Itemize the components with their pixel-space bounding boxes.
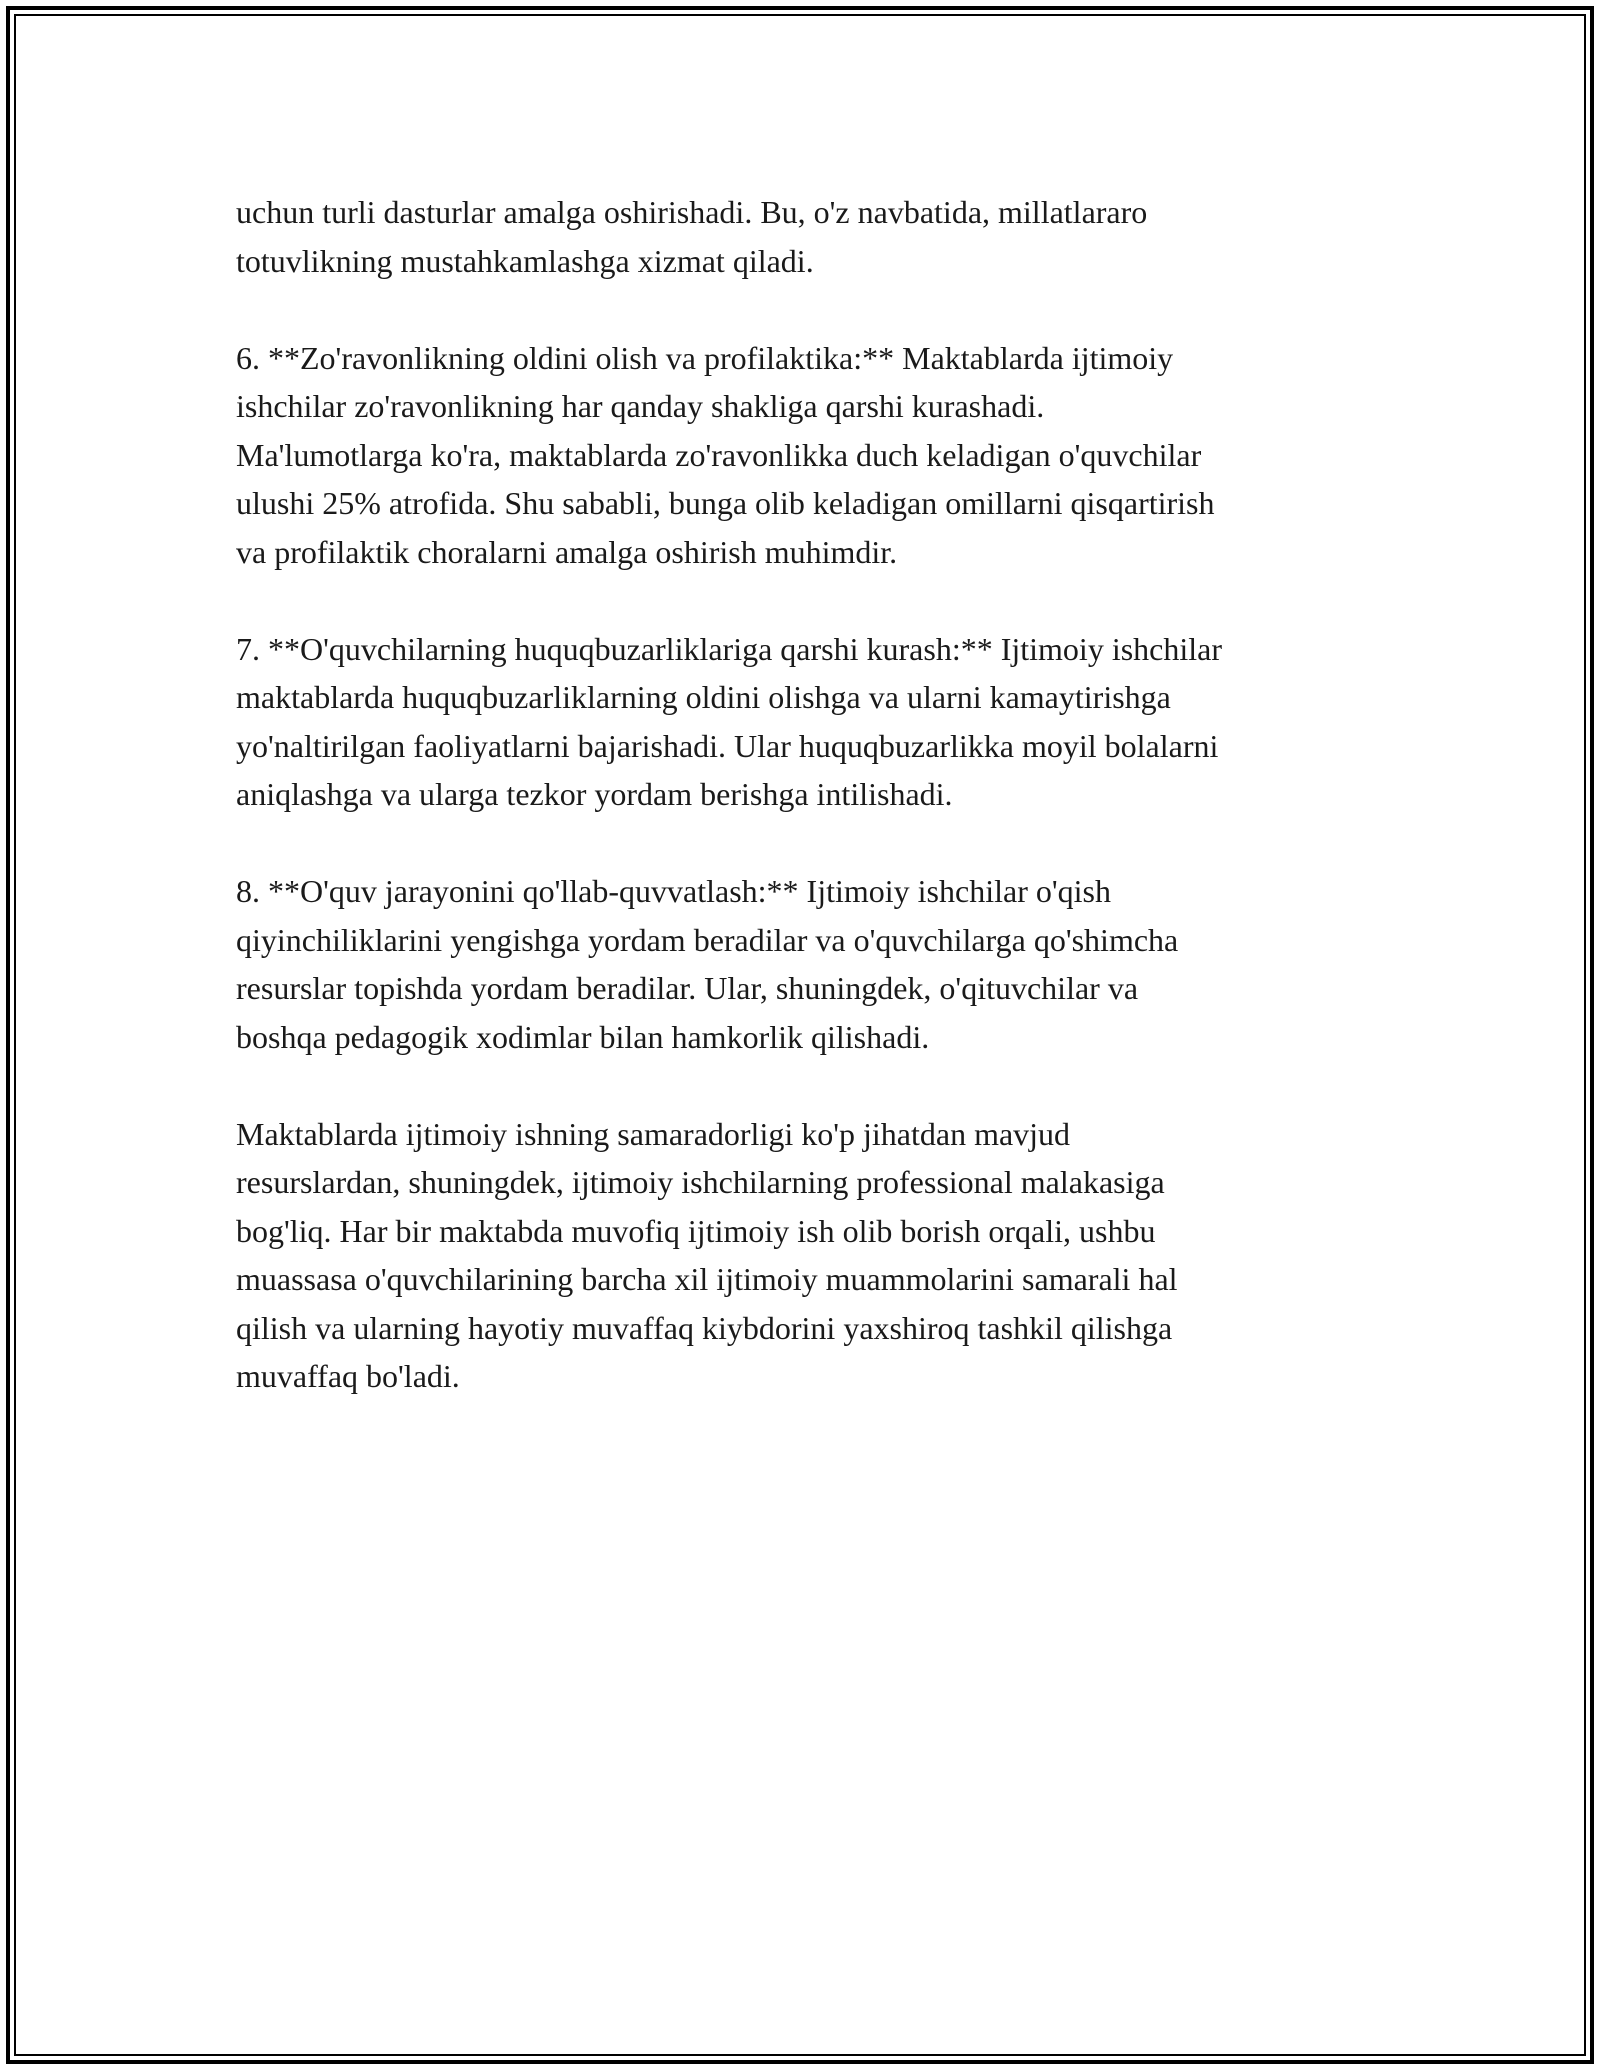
text-line: boshqa pedagogik xodimlar bilan hamkorlik qilishadi. bbox=[236, 1018, 930, 1055]
text-line: resurslar topishda yordam beradilar. Ular, shuningdek, o'qituvchilar va bbox=[236, 970, 1139, 1006]
text-line: totuvlikning mustahkamlashga xizmat qiladi. bbox=[236, 242, 814, 279]
text-line: 7. **O'quvchilarning huquqbuzarliklariga qarshi kurash:** Ijtimoiy ishchilar bbox=[236, 630, 1222, 667]
text-line: Ma'lumotlarga ko'ra, maktablarda zo'ravonlikka duch keladigan o'quvchilar bbox=[236, 436, 1202, 473]
paragraph-intro-continuation bbox=[236, 188, 1376, 285]
text-line: 6. **Zo'ravonlikning oldini olish va profilaktika:** Maktablarda ijtimoiy bbox=[236, 339, 1174, 376]
text-line: qiyinchiliklarini yengishga yordam beradilar va o'quvchilarga qo'shimcha bbox=[236, 921, 1179, 958]
text-line: qilish va ularning hayotiy muvaffaq kiybdorini yaxshiroq tashkil qilishga bbox=[236, 1309, 1173, 1346]
text-line: aniqlashga va ularga tezkor yordam berishga intilishadi. bbox=[236, 776, 953, 812]
paragraph-item-6 bbox=[236, 334, 1376, 577]
paragraph-item-8 bbox=[236, 867, 1376, 1061]
text-line: muvaffaq bo'ladi. bbox=[236, 1358, 460, 1394]
text-line: ulushi 25% atrofida. Shu sababli, bunga olib keladigan omillarni qisqartirish bbox=[236, 485, 1215, 521]
paragraph-conclusion bbox=[236, 1110, 1376, 1401]
text-line: muassasa o'quvchilarining barcha xil ijtimoiy muammolarini samarali hal bbox=[236, 1261, 1178, 1297]
text-line: ishchilar zo'ravonlikning har qanday shakliga qarshi kurashadi. bbox=[236, 388, 1045, 424]
text-line: Maktablarda ijtimoiy ishning samaradorligi ko'p jihatdan mavjud bbox=[236, 1115, 1071, 1152]
document-body bbox=[236, 188, 1376, 1449]
text-line: yo'naltirilgan faoliyatlarni bajarishadi. Ular huquqbuzarlikka moyil bolalarni bbox=[236, 727, 1219, 764]
text-line: va profilaktik choralarni amalga oshirish muhimdir. bbox=[236, 533, 898, 570]
text-line: bog'liq. Har bir maktabda muvofiq ijtimoiy ish olib borish orqali, ushbu bbox=[236, 1212, 1156, 1249]
text-line: uchun turli dasturlar amalga oshirishadi. Bu, o'z navbatida, millatlararo bbox=[236, 194, 1148, 230]
paragraph-item-7 bbox=[236, 625, 1376, 819]
text-line: 8. **O'quv jarayonini qo'llab-quvvatlash:** Ijtimoiy ishchilar o'qish bbox=[236, 873, 1111, 909]
text-line: resurslardan, shuningdek, ijtimoiy ishchilarning professional malakasiga bbox=[236, 1164, 1165, 1200]
text-line: maktablarda huquqbuzarliklarning oldini olishga va ularni kamaytirishga bbox=[236, 679, 1171, 715]
